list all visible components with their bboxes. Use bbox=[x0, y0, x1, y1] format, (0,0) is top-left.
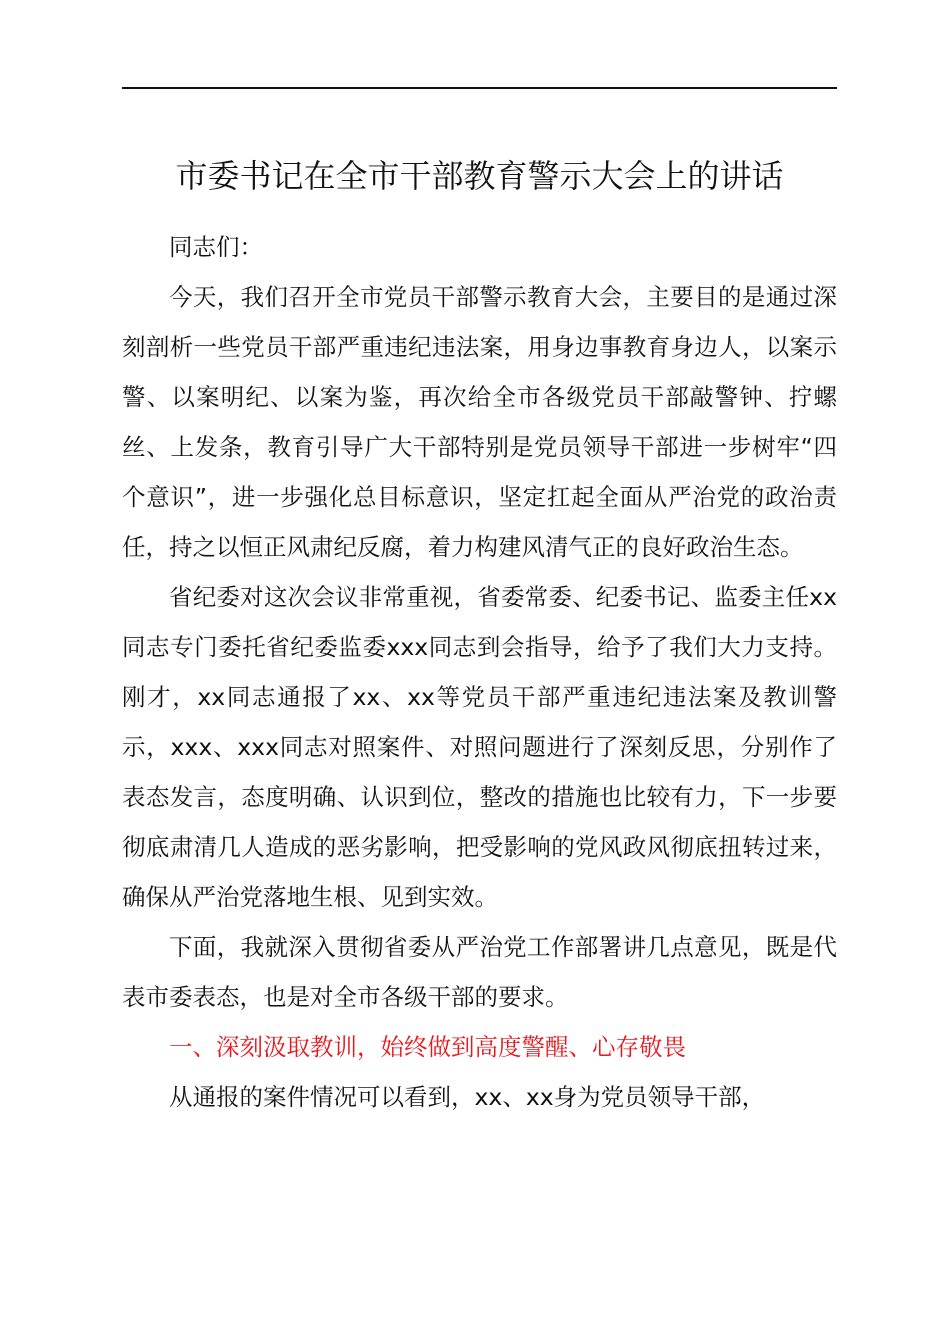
paragraph-2: 省纪委对这次会议非常重视，省委常委、纪委书记、监委主任xx同志专门委托省纪委监委xxx同志到会指导，给予了我们大力支持。刚才，xx同志通报了xx、xx等党员干部严重违纪违法案及教训警示，xxx、xxx同志对照案件、对照问题进行了深刻反思，分别作了表态发言，态度明确、认识到位，整改的措施也比较有力，下一步要彻底肃清几人造成的恶劣影响，把受影响的党风政风彻底扭转过来，确保从严治党落地生根、见到实效。 bbox=[122, 583, 837, 911]
document-body bbox=[122, 222, 837, 1122]
header-rule bbox=[122, 87, 837, 89]
paragraph-1: 今天，我们召开全市党员干部警示教育大会，主要目的是通过深刻剖析一些党员干部严重违纪违法案，用身边事教育身边人，以案示警、以案明纪、以案为鉴，再次给全市各级党员干部敲警钟、拧螺丝、上发条，教育引导广大干部特别是党员领导干部进一步树牢“四个意识”，进一步强化总目标意识，坚定扛起全面从严治党的政治责任，持之以恒正风肃纪反腐，着力构建风清气正的良好政治生态。 bbox=[122, 283, 837, 561]
greeting: 同志们： bbox=[169, 233, 263, 261]
paragraph-3: 下面，我就深入贯彻省委从严治党工作部署讲几点意见，既是代表市委表态，也是对全市各级干部的要求。 bbox=[122, 933, 837, 1011]
paragraph-4: 从通报的案件情况可以看到，xx、xx身为党员领导干部， bbox=[169, 1083, 766, 1111]
document-title: 市委书记在全市干部教育警示大会上的讲话 bbox=[175, 157, 784, 195]
section-heading: 一、深刻汲取教训，始终做到高度警醒、心存敬畏 bbox=[169, 1033, 686, 1061]
